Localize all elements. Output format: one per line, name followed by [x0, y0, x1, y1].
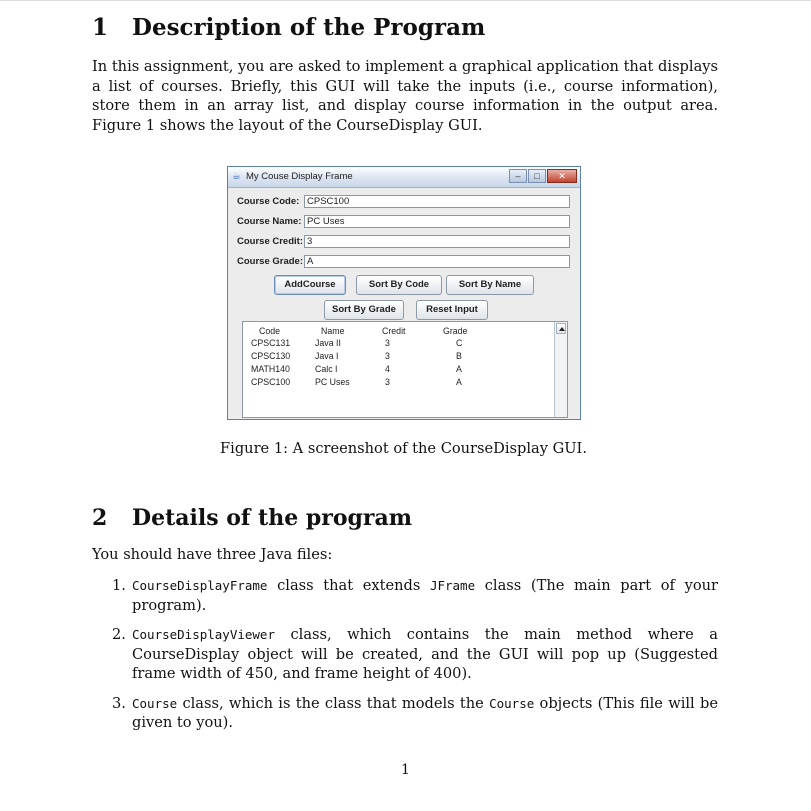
- course-code-input[interactable]: CPSC100: [304, 195, 570, 208]
- files-intro: You should have three Java files:: [92, 546, 333, 563]
- code-class-name: Course: [489, 695, 535, 711]
- cell-credit: 3: [385, 377, 390, 387]
- files-list: [112, 576, 718, 743]
- cell-code: CPSC130: [251, 351, 291, 361]
- cell-name: Java I: [315, 351, 339, 361]
- course-code-label: Course Code:: [237, 196, 300, 207]
- section-1-heading: [92, 14, 485, 41]
- window-title: My Couse Display Frame: [246, 171, 353, 182]
- java-app-icon: ☕: [232, 171, 241, 182]
- minimize-icon[interactable]: –: [509, 169, 527, 183]
- course-display-window: [227, 166, 581, 420]
- list-marker: 1.: [112, 577, 126, 594]
- cell-code: MATH140: [251, 364, 290, 374]
- section-2-title: Details of the program: [132, 505, 413, 531]
- sort-by-code-button[interactable]: Sort By Code: [356, 275, 442, 295]
- code-class-name: Course: [132, 695, 178, 711]
- window-controls: [508, 169, 577, 183]
- page-number: 1: [401, 762, 410, 778]
- course-output-area[interactable]: [242, 321, 568, 418]
- figure-caption: Figure 1: A screenshot of the CourseDisplay GUI.: [220, 440, 587, 457]
- section-1-title: Description of the Program: [132, 14, 486, 41]
- cell-credit: 3: [385, 338, 390, 348]
- reset-input-button[interactable]: Reset Input: [416, 300, 488, 320]
- course-credit-input[interactable]: 3: [304, 235, 570, 248]
- course-name-label: Course Name:: [237, 216, 302, 227]
- add-course-button[interactable]: AddCourse: [274, 275, 346, 295]
- close-icon[interactable]: ✕: [547, 169, 577, 183]
- description-paragraph: In this assignment, you are asked to implement a graphical application that displays a list of courses. Briefly, this GUI will take the inputs (i.e., course information), store them in an array list, and display course information in the output area. Figure 1 shows the layout of the CourseDisplay GUI.: [92, 58, 718, 134]
- cell-grade: B: [456, 351, 462, 361]
- code-class-name: JFrame: [429, 578, 476, 593]
- scroll-up-arrow-icon[interactable]: [556, 323, 566, 334]
- sort-by-grade-button[interactable]: Sort By Grade: [324, 300, 404, 320]
- window-titlebar[interactable]: [228, 167, 580, 188]
- list-item: 3. Course class, which is the class that models the Course objects (This file will be given to you).: [112, 694, 718, 731]
- course-credit-label: Course Credit:: [237, 236, 303, 247]
- header-code: Code: [259, 326, 281, 336]
- cell-name: Calc I: [315, 364, 338, 374]
- cell-grade: A: [456, 364, 462, 374]
- cell-code: CPSC131: [251, 338, 291, 348]
- code-class-name: CourseDisplayViewer: [132, 627, 275, 642]
- cell-credit: 3: [385, 351, 390, 361]
- vertical-scrollbar[interactable]: [554, 322, 567, 417]
- section-2-heading: [92, 505, 412, 531]
- cell-code: CPSC100: [251, 377, 291, 387]
- page-top-rule: [0, 0, 811, 1]
- cell-credit: 4: [385, 364, 390, 374]
- list-marker: 2.: [112, 626, 126, 643]
- list-item: 2. CourseDisplayViewer class, which contains the main method where a CourseDisplay object will be created, and the GUI will pop up (Suggested frame width of 450, and frame height of 400).: [112, 626, 718, 682]
- course-grade-input[interactable]: A: [304, 255, 570, 268]
- maximize-icon[interactable]: □: [528, 169, 546, 183]
- cell-grade: C: [456, 338, 463, 348]
- header-grade: Grade: [443, 326, 468, 336]
- cell-name: PC Uses: [315, 377, 350, 387]
- course-grade-label: Course Grade:: [237, 256, 303, 267]
- code-class-name: CourseDisplayFrame: [132, 578, 268, 593]
- sort-by-name-button[interactable]: Sort By Name: [446, 275, 534, 295]
- list-item: 1. CourseDisplayFrame class that extends JFrame class (The main part of your program).: [112, 577, 718, 614]
- cell-grade: A: [456, 377, 462, 387]
- section-1-number: 1: [92, 14, 109, 41]
- header-credit: Credit: [382, 326, 406, 336]
- header-name: Name: [321, 326, 345, 336]
- cell-name: Java II: [315, 338, 341, 348]
- section-2-number: 2: [92, 505, 108, 531]
- list-marker: 3.: [112, 694, 126, 712]
- course-name-input[interactable]: PC Uses: [304, 215, 570, 228]
